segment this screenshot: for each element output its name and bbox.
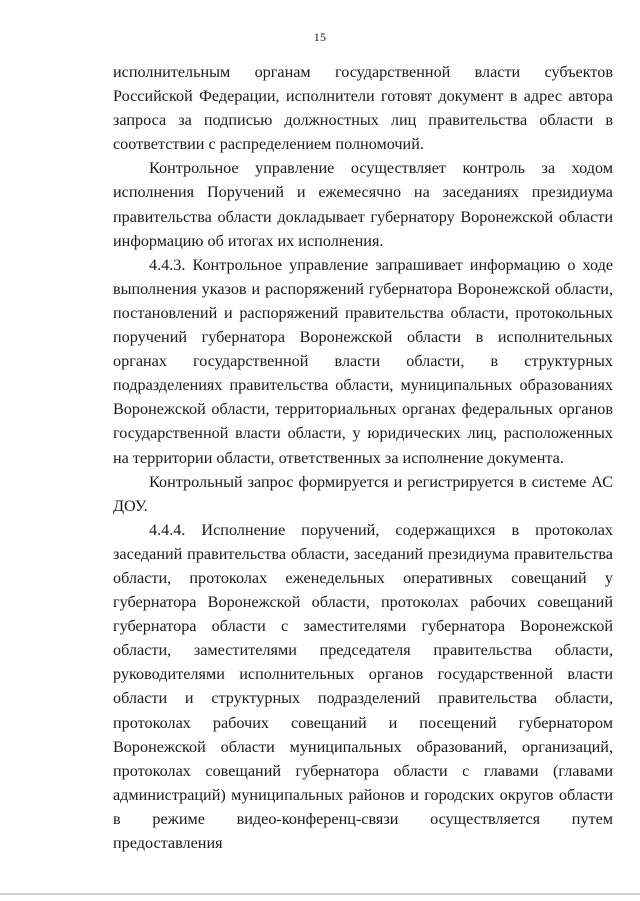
document-body bbox=[113, 60, 613, 855]
paragraph-control-request: Контрольный запрос формируется и регистрируется в системе АС ДОУ. bbox=[113, 472, 613, 515]
paragraph-continuation: исполнительным органам государственной власти субъектов Российской Федерации, исполнители готовят документ в адрес автора запроса за подписью должностных лиц правительства области в соответствии с распределением полномочий. bbox=[113, 63, 613, 154]
paragraph-4-4-4: 4.4.4. Исполнение поручений, содержащихся в протоколах заседаний правительства области, заседаний президиума правительства области, протоколах еженедельных оперативных совещаний у губернатора Воронежской области, протоколах рабочих совещаний губернатора области с заместителями губернатора Воронежской области, заместителями председателя правительства области, руководителями исполнительных органов государственной власти области и структурных подразделений правительства области, протоколах рабочих совещаний и посещений губернатором Воронежской области муниципальных образований, организаций, протоколах совещаний губернатора области с главами (главами администраций) муниципальных районов и городских округов области в режиме видео-конференц-связи осуществляется путем предоставления bbox=[113, 520, 613, 852]
page-bottom-edge bbox=[0, 893, 640, 895]
paragraph-control-reporting: Контрольное управление осуществляет контроль за ходом исполнения Поручений и ежемесячно на заседаниях президиума правительства области докладывает губернатору Воронежской области информацию об итогах их исполнения. bbox=[113, 159, 613, 250]
page-number: 15 bbox=[313, 30, 327, 44]
paragraph-4-4-3: 4.4.3. Контрольное управление запрашивает информацию о ходе выполнения указов и распоряжений губернатора Воронежской области, постановлений и распоряжений правительства области, протокольных поручений губернатора Воронежской области в исполнительных органах государственной власти области, в структурных подразделениях правительства области, муниципальных образованиях Воронежской области, территориальных органах федеральных органов государственной власти области, у юридических лиц, расположенных на территории области, ответственных за исполнение документа. bbox=[113, 255, 613, 467]
